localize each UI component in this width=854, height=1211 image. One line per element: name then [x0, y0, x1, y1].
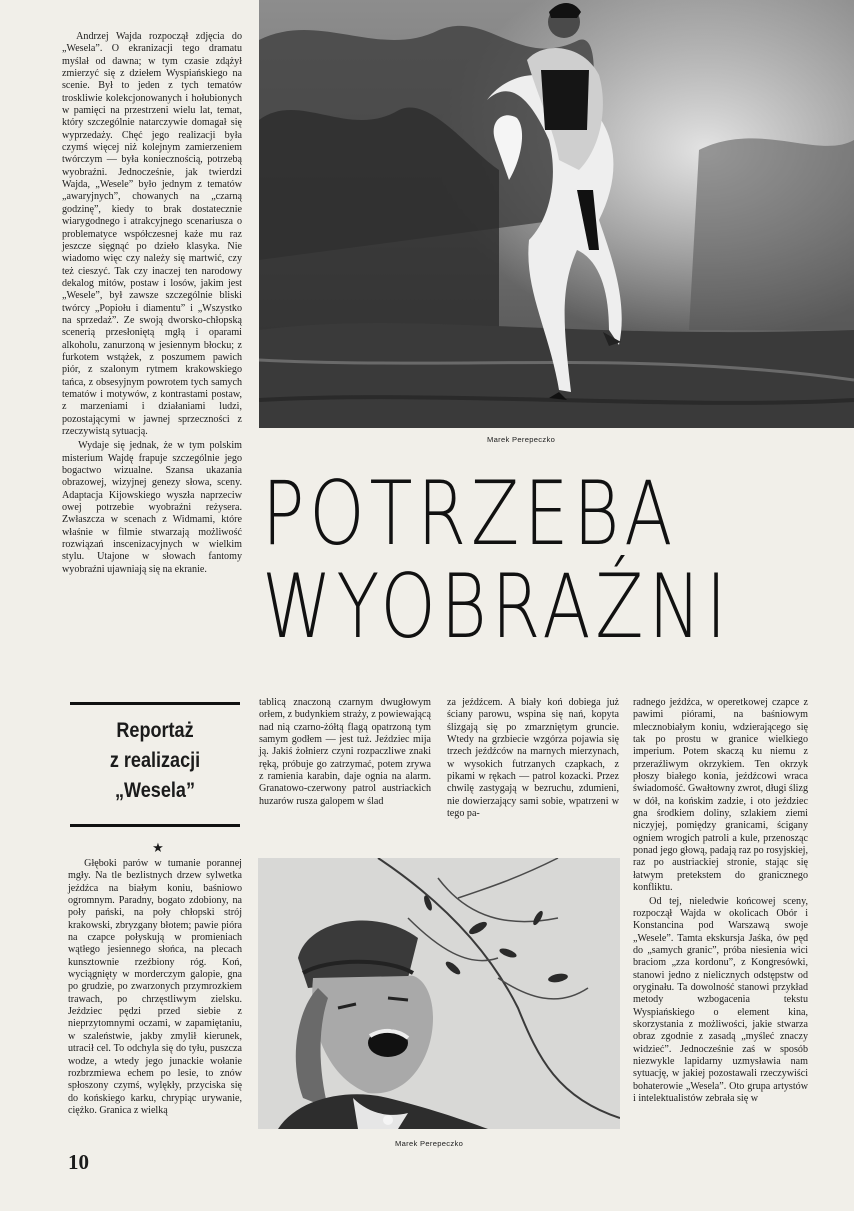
headline-line-2: WYOBRAŹNI	[262, 555, 732, 658]
column-2	[259, 697, 431, 808]
subhead-top-rule	[70, 702, 240, 705]
intro-paragraph-2: Wydaje się jednak, że w tym polskim misterium Wajdę frapuje szczególnie jego bogactwo wizualne. Szansa ukazania obrazowej, wizyjnej genezy słowa, sceny. Adaptacja Kijowskiego wyszła naprzeciw owej potrzebie wyobraźni reżysera. Zwłaszcza w scenach z Widmami, które właśnie w filmie stwarzają możliwość rozwiązań inscenizacyjnych w wielkim stylu. Utajone w słowach fantomy wyobraźni ujawniają się na ekranie.	[62, 440, 242, 575]
subhead	[82, 716, 228, 806]
intro-column	[62, 31, 242, 576]
laughing-man-illustration	[258, 858, 620, 1129]
photo-laughing-man	[258, 858, 620, 1129]
column-4-paragraph-2: Od tej, nieledwie końcowej sceny, rozpoczął Wajda w okolicach Obór i Konstancina pod Warszawą swoje „Wesele”. Tamta ekskursja Jaśka, ów pęd do „samych granic”, próba niesienia wici braciom „zza kordonu”, z Kongresówki, stanowi jedno z nielicznych odstępstw od oryginału. Ta dowolność stanowi przykład metody wzbogacenia tekstu Wyspiańskiego o element kina, skorzystania z możliwości, jakie stwarza obraz zgodnie z zasadą „myśleć znaczy widzieć”. Jednocześnie zaś w sposób niezwykle lapidarny uzmysławia nam sytuację, w jakiej pozostawali rzeczywiści bohaterowie „Wesela”. Oto grupa artystów i intelektualistów zebrała się w	[633, 895, 808, 1104]
column-1	[68, 858, 242, 1117]
subhead-bottom-rule	[70, 824, 240, 827]
intro-paragraph-1: Andrzej Wajda rozpoczął zdjęcia do „Wesela”. O ekranizacji tego dramatu myślał od dawna; w tym czasie zdążył zmierzyć się z dziełem Wyspiańskiego na scenie. Był to jeden z tych tematów troskliwie kolekcjonowanych i hołubionych w pamięci na przestrzeni wielu lat, temat, który szczególnie natarczywie domagał się wyprzedaży. Chęć jego realizacji była czymś więcej niż kolejnym zamierzeniem twórczym — była koniecznością, potrzebą wyobraźni. Jednocześnie, jak twierdzi Wajda, „Wesele” było jednym z tematów „awaryjnych”, chowanych na „czarną godzinę”, kiedy to brak dostatecznie wiarygodnego i atrakcyjnego scenariusza o problematyce współczesnej każe mu raz jeszcze sięgnąć po dzieło klasyka. Nie wiadomo więc czy należy się martwić, czy też cieszyć. Tak czy inaczej ten narodowy dekalog mitów, postaw i losów, jakim jest „Wesele”, był zawsze szczególnie bliski twórcy „Popiołu i diamentu” i „Wszystko na sprzedaż”. Ze swoją dworsko-chłopską scenerią przesłoniętą mgłą i oparami alkoholu, zanurzoną w jesiennym błocku; z furkotem wstążek, z poszumem pawich piór, z szalonym rytmem krakowskiego tańca, z obsesyjnym powrotem tych samych tematów i motywów, z kontrastami postaw, z marzeniami i działaniami ludzi, pozostającymi w jawnej sprzeczności z rzeczywistą sytuacją.	[62, 31, 242, 437]
headline-line-1: POTRZEBA	[262, 462, 678, 565]
subhead-line-1: Reportaż	[116, 719, 194, 742]
subhead-line-2: z realizacji	[109, 749, 201, 772]
horse-rider-illustration	[259, 0, 854, 428]
column-4-paragraph-1: radnego jeźdźca, w operetkowej czapce z pawimi piórami, na baśniowym mlecznobiałym koniu, wdzierającego się tak po prostu w granice wielkiego imperium. Potem skaczą ku niemu z przeraźliwym okrzykiem. Ten okrzyk płoszy białego konia, jeźdźcowi wraca świadomość. Gwałtowny zwrot, długi ślizg w dół, na końskim zadzie, i oto jeździec gna środkiem doliny, szlakiem ziemi niczyjej, pomiędzy granicami, ścigany ogniem wrogich patroli a kule, przenosząc ponad jego głową, padają raz po rosyjskiej, raz po austriackiej stronie, stając się łatwym pretekstem do granicznego konfliktu.	[633, 697, 808, 894]
column-2-paragraph: tablicą znaczoną czarnym dwugłowym orłem, z budynkiem straży, z powiewającą nad nią czarno-żółtą flagą opatrzoną tym samym godłem — jest tuż. Jeździec mija ją. Jakiś żołnierz czyni rozpaczliwe znaki ręką, próbuje go zatrzymać, potem zrywa z ramienia karabin, daje ognia na alarm. Granatowo-czerwony patrol austriackich huzarów rusza galopem w ślad	[259, 697, 431, 807]
column-4	[633, 697, 808, 1105]
star-ornament: ★	[152, 840, 164, 855]
subhead-line-3: „Wesela”	[115, 779, 195, 802]
caption-bottom-photo: Marek Perepeczko	[395, 1139, 464, 1148]
caption-top-photo: Marek Perepeczko	[487, 435, 556, 444]
photo-horse-rider	[259, 0, 854, 428]
column-3	[447, 697, 619, 820]
column-1-paragraph: Głęboki parów w tumanie porannej mgły. Na tle bezlistnych drzew sylwetka jeźdźca na białym koniu, baśniowo ogromnym. Paradny, bogato zdobiony, na poły pański, na poły chłopski strój krakowski, zbryzgany błotem; pawie pióra na czapce połyskują w promieniach wątłego jesiennego słońca, na plecach kunsztownie rzeźbiony róg. Koń, wyciągnięty w morderczym galopie, gna po grudzie, po zwarzonych przymrozkiem trawach, po chrzęstliwym zielsku. Jeździec pędzi przed siebie z nieprzytomnymi oczami, w zapamiętaniu, w szaleństwie, jakby zmylił kierunek, utracił cel. To odchyla się do tyłu, puszcza wodze, a wtedy jego junackie wołanie rozbrzmiewa echem po lesie, to znów spłoszony czymś, wylękły, przyciska się do końskiego karku, chrypiąc urywanie, ciężko. Granica z wielką	[68, 858, 242, 1116]
page-number: 10	[68, 1150, 89, 1174]
column-3-paragraph: za jeźdźcem. A biały koń dobiega już ściany parowu, wspina się nań, kopyta ślizgają się po zmarzniętym gruncie. Wtedy na grzbiecie wzgórza pojawia się trzech jeźdźców na marnych mierzynach, w wysokich futrzanych czapkach, z pikami w rękach — patrol kozacki. Przez chwilę zastygają w bezruchu, zdumieni, nie dowierzający sami sobie, wpatrzeni w tego pa-	[447, 697, 619, 820]
